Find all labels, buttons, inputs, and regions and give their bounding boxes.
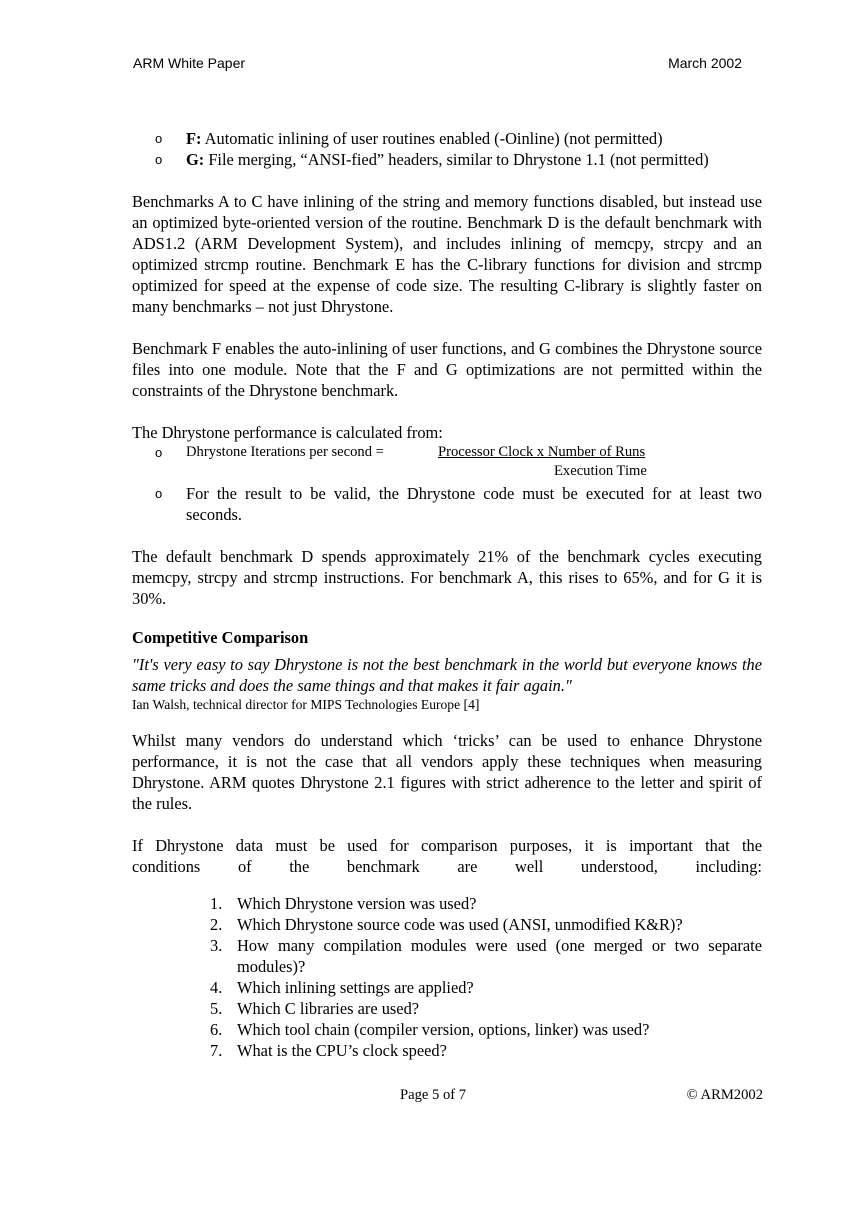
bullet-item-f: o F: Automatic inlining of user routines enabled (-Oinline) (not permitted) <box>155 129 663 148</box>
header-date: March 2002 <box>668 55 742 71</box>
paragraph-inlining: Benchmark F enables the auto-inlining of user functions, and G combines the Dhrystone source files into one module. Note that the F and G optimizations are not permitted within the constraints of the Dhrystone benchmark. <box>132 339 762 400</box>
bullet-item-g: o G: File merging, “ANSI-fied” headers, similar to Dhrystone 1.1 (not permitted) <box>155 150 709 169</box>
list-item: 4. Which inlining settings are applied? <box>210 978 474 997</box>
list-item: 7. What is the CPU’s clock speed? <box>210 1041 447 1060</box>
quote: "It's very easy to say Dhrystone is not the best benchmark in the world but everyone knows the same tricks and does the same things and that makes it fair again." <box>132 655 762 695</box>
paragraph-calc-intro: The Dhrystone performance is calculated from: <box>132 423 443 442</box>
section-title: Competitive Comparison <box>132 628 309 647</box>
header-title: ARM White Paper <box>133 55 246 71</box>
bullet-item-valid: o For the result to be valid, the Dhrystone code must be executed for at least two seconds. <box>155 484 762 524</box>
list-item: 2. Which Dhrystone source code was used (ANSI, unmodified K&R)? <box>210 915 683 934</box>
bullet-circle-icon: o <box>155 131 163 146</box>
page-number: Page 5 of 7 <box>400 1087 467 1103</box>
bullet-circle-icon: o <box>155 486 163 501</box>
list-item: 3. How many compilation modules were used (one merged or two separate modules)? <box>210 936 762 976</box>
formula-denominator: Execution Time <box>554 463 647 479</box>
bullet-circle-icon: o <box>155 445 163 460</box>
questions-list <box>132 893 762 1061</box>
list-item: 6. Which tool chain (compiler version, options, linker) was used? <box>210 1020 650 1039</box>
paragraph-cycles: The default benchmark D spends approximately 21% of the benchmark cycles executing memcpy, strcpy and strcmp instructions. For benchmark A, this rises to 65%, and for G it is 30%. <box>132 547 762 608</box>
paragraph-comparison-line1: If Dhrystone data must be used for comparison purposes, it is important that the <box>132 836 762 855</box>
quote-citation: Ian Walsh, technical director for MIPS Technologies Europe [4] <box>132 697 480 712</box>
paragraph-tricks: Whilst many vendors do understand which ‘tricks’ can be used to enhance Dhrystone performance, it is not the case that all vendors apply these techniques when measuring Dhrystone. ARM quotes Dhrystone 2.1 figures with strict adherence to the letter and spirit of the rules. <box>132 731 762 813</box>
formula-numerator: Processor Clock x Number of Runs <box>438 444 646 460</box>
paragraph-comparison-line2: conditions of the benchmark are well understood, including: <box>132 857 762 876</box>
list-item: 1. Which Dhrystone version was used? <box>210 894 477 913</box>
page-body <box>132 128 762 1061</box>
list-item: 5. Which C libraries are used? <box>210 999 420 1018</box>
bullet-circle-icon: o <box>155 152 163 167</box>
formula <box>132 443 762 481</box>
copyright: © ARM2002 <box>686 1087 763 1103</box>
paragraph-benchmarks: Benchmarks A to C have inlining of the string and memory functions disabled, but instead use an optimized byte-oriented version of the routine. Benchmark D is the default benchmark with ADS1.2 (ARM Development System), and includes inlining of memcpy, strcpy and an optimized strcmp routine. Benchmark E has the C-library functions for division and strcmp optimized for speed at the expense of code size. The resulting C-library is slightly faster on many benchmarks – not just Dhrystone. <box>132 192 762 316</box>
formula-label: Dhrystone Iterations per second = <box>186 444 384 460</box>
